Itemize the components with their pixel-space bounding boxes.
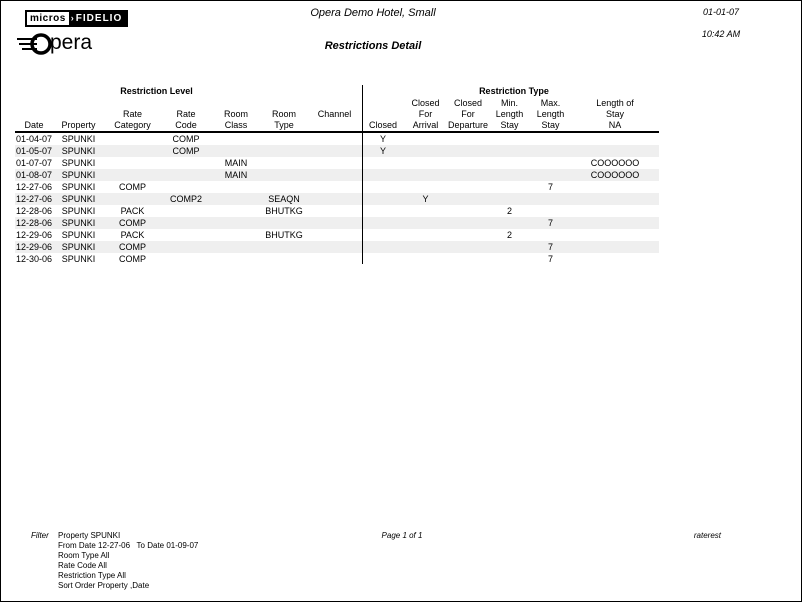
group-header-row xyxy=(15,85,659,98)
cell-rate-category xyxy=(104,157,161,169)
cell-property: SPUNKI xyxy=(61,170,96,180)
cell-closed-for-arrival xyxy=(404,229,447,241)
cell-date: 01-04-07 xyxy=(15,134,53,144)
cell-property: SPUNKI xyxy=(61,218,96,228)
cell-channel xyxy=(307,217,362,229)
cell-closed xyxy=(362,241,404,253)
opera-logo-text: pera xyxy=(50,31,93,54)
cell-date: 12-29-06 xyxy=(15,242,53,252)
cell-rate-category: COMP xyxy=(119,254,146,264)
cell-length-of-stay-na xyxy=(571,193,659,205)
cell-min-length-stay xyxy=(489,241,530,253)
restrictions-table xyxy=(15,85,659,265)
column-header-rate-code: Rate Code xyxy=(175,109,197,130)
column-header-room-type: Room Type xyxy=(271,109,296,130)
table-row xyxy=(15,133,659,145)
cell-closed-for-departure xyxy=(447,157,489,169)
cell-rate-category xyxy=(104,133,161,145)
cell-closed-for-arrival xyxy=(404,241,447,253)
column-header-closed-for-arrival: Closed For Arrival xyxy=(411,98,440,130)
cell-rate-code xyxy=(161,181,211,193)
filter-criteria xyxy=(58,531,198,591)
cell-rate-category xyxy=(104,193,161,205)
cell-property: SPUNKI xyxy=(61,182,96,192)
cell-property: SPUNKI xyxy=(61,134,96,144)
cell-rate-code xyxy=(161,241,211,253)
cell-min-length-stay xyxy=(489,169,530,181)
cell-rate-category: COMP xyxy=(119,242,146,252)
cell-closed-for-departure xyxy=(447,217,489,229)
cell-closed-for-departure xyxy=(447,181,489,193)
cell-date: 01-08-07 xyxy=(15,170,53,180)
cell-min-length-stay xyxy=(489,157,530,169)
cell-max-length-stay xyxy=(530,145,571,157)
cell-max-length-stay: 7 xyxy=(547,254,553,264)
column-header-length-of-stay-na: Length of Stay NA xyxy=(596,98,634,130)
cell-rate-code: COMP2 xyxy=(169,194,202,204)
cell-min-length-stay xyxy=(489,181,530,193)
cell-max-length-stay xyxy=(530,205,571,217)
cell-room-type xyxy=(261,169,307,181)
filter-label: Filter xyxy=(31,531,49,540)
cell-date: 12-27-06 xyxy=(15,194,53,204)
cell-property: SPUNKI xyxy=(61,158,96,168)
column-header-closed: Closed xyxy=(368,120,397,130)
cell-min-length-stay xyxy=(489,145,530,157)
cell-closed-for-arrival xyxy=(404,145,447,157)
cell-max-length-stay xyxy=(530,157,571,169)
cell-channel xyxy=(307,133,362,145)
page-info: Page 1 of 1 xyxy=(381,531,423,540)
column-header-closed-for-departure: Closed For Departure xyxy=(447,98,489,130)
table-row xyxy=(15,169,659,181)
table-row xyxy=(15,229,659,241)
cell-room-type xyxy=(261,145,307,157)
group-restriction-type: Restriction Type xyxy=(479,86,549,96)
cell-closed-for-departure xyxy=(447,241,489,253)
cell-min-length-stay xyxy=(489,193,530,205)
micros-fidelio-logo xyxy=(25,10,128,27)
cell-channel xyxy=(307,169,362,181)
hotel-title: Opera Demo Hotel, Small xyxy=(310,7,436,19)
cell-length-of-stay-na xyxy=(571,241,659,253)
arrow-icon: › xyxy=(70,13,75,23)
cell-closed-for-arrival xyxy=(404,181,447,193)
group-restriction-level: Restriction Level xyxy=(120,86,193,96)
table-row xyxy=(15,241,659,253)
cell-channel xyxy=(307,229,362,241)
cell-rate-code: COMP xyxy=(172,146,200,156)
cell-closed-for-arrival xyxy=(404,157,447,169)
cell-closed xyxy=(362,181,404,193)
cell-max-length-stay: 7 xyxy=(547,242,553,252)
cell-rate-category: COMP xyxy=(119,218,146,228)
cell-closed xyxy=(362,205,404,217)
cell-room-class xyxy=(211,205,261,217)
fidelio-logo-text: FIDELIO xyxy=(75,13,123,24)
cell-rate-category: COMP xyxy=(119,182,146,192)
cell-room-class xyxy=(211,217,261,229)
cell-closed xyxy=(362,157,404,169)
column-header-channel: Channel xyxy=(317,109,352,119)
cell-room-class xyxy=(211,133,261,145)
cell-max-length-stay xyxy=(530,133,571,145)
cell-closed-for-arrival: Y xyxy=(422,194,429,204)
cell-room-class xyxy=(211,181,261,193)
cell-channel xyxy=(307,205,362,217)
cell-closed-for-arrival xyxy=(404,169,447,181)
table-header-row xyxy=(15,98,659,133)
cell-room-class xyxy=(211,145,261,157)
cell-length-of-stay-na xyxy=(571,181,659,193)
cell-rate-code xyxy=(161,157,211,169)
table-row xyxy=(15,193,659,205)
cell-property: SPUNKI xyxy=(61,146,96,156)
cell-rate-category xyxy=(104,145,161,157)
table-row xyxy=(15,253,659,265)
column-header-date: Date xyxy=(24,120,44,130)
filter-line: From Date 12-27-06 To Date 01-09-07 xyxy=(58,541,199,550)
cell-closed: Y xyxy=(379,146,386,156)
cell-date: 01-07-07 xyxy=(15,158,53,168)
cell-room-class xyxy=(211,241,261,253)
cell-date: 12-27-06 xyxy=(15,182,53,192)
cell-closed-for-arrival xyxy=(404,133,447,145)
cell-max-length-stay xyxy=(530,169,571,181)
column-header-room-class: Room Class xyxy=(223,109,248,130)
cell-length-of-stay-na xyxy=(571,145,659,157)
cell-room-type xyxy=(261,217,307,229)
column-header-rate-category: Rate Category xyxy=(114,109,151,130)
run-date: 01-01-07 xyxy=(702,7,740,17)
cell-rate-code xyxy=(161,169,211,181)
cell-closed: Y xyxy=(379,134,386,144)
cell-closed-for-arrival xyxy=(404,205,447,217)
cell-length-of-stay-na: COOOOOO xyxy=(590,158,640,168)
cell-property: SPUNKI xyxy=(61,254,96,264)
cell-date: 12-28-06 xyxy=(15,218,53,228)
cell-date: 01-05-07 xyxy=(15,146,53,156)
filter-line: Sort Order Property ,Date xyxy=(58,581,150,590)
cell-room-class xyxy=(211,253,261,265)
cell-rate-code: COMP xyxy=(172,134,200,144)
cell-property: SPUNKI xyxy=(61,194,96,204)
cell-min-length-stay: 2 xyxy=(506,230,512,240)
cell-rate-code xyxy=(161,217,211,229)
cell-room-type xyxy=(261,157,307,169)
cell-rate-code xyxy=(161,229,211,241)
cell-room-type: BHUTKG xyxy=(265,206,303,216)
cell-room-type xyxy=(261,241,307,253)
cell-date: 12-28-06 xyxy=(15,206,53,216)
cell-closed xyxy=(362,229,404,241)
cell-length-of-stay-na xyxy=(571,253,659,265)
filter-line: Property SPUNKI xyxy=(58,531,121,540)
cell-closed-for-arrival xyxy=(404,253,447,265)
fidelio-logo-block xyxy=(69,12,126,25)
cell-length-of-stay-na xyxy=(571,217,659,229)
cell-length-of-stay-na xyxy=(571,229,659,241)
column-header-max-length-stay: Max. Length Stay xyxy=(536,98,565,130)
cell-date: 12-30-06 xyxy=(15,254,53,264)
cell-rate-code xyxy=(161,253,211,265)
cell-length-of-stay-na xyxy=(571,133,659,145)
run-time: 10:42 AM xyxy=(701,29,741,39)
cell-closed-for-departure xyxy=(447,145,489,157)
cell-date: 12-29-06 xyxy=(15,230,53,240)
filter-line: Rate Code All xyxy=(58,561,107,570)
cell-room-type: SEAQN xyxy=(268,194,300,204)
cell-room-type xyxy=(261,253,307,265)
cell-closed xyxy=(362,193,404,205)
cell-closed xyxy=(362,169,404,181)
filter-line: Restriction Type All xyxy=(58,571,126,580)
cell-channel xyxy=(307,181,362,193)
cell-length-of-stay-na xyxy=(571,205,659,217)
report-code: raterest xyxy=(693,531,721,540)
table-row xyxy=(15,157,659,169)
column-header-min-length-stay: Min. Length Stay xyxy=(495,98,524,130)
cell-min-length-stay xyxy=(489,253,530,265)
cell-property: SPUNKI xyxy=(61,230,96,240)
cell-room-type: BHUTKG xyxy=(265,230,303,240)
cell-closed-for-departure xyxy=(447,169,489,181)
cell-channel xyxy=(307,157,362,169)
cell-max-length-stay xyxy=(530,193,571,205)
report-title: Restrictions Detail xyxy=(324,40,422,52)
cell-rate-category: PACK xyxy=(120,206,145,216)
cell-max-length-stay xyxy=(530,229,571,241)
cell-channel xyxy=(307,241,362,253)
cell-min-length-stay xyxy=(489,217,530,229)
table-body xyxy=(15,133,659,265)
cell-property: SPUNKI xyxy=(61,242,96,252)
cell-closed-for-departure xyxy=(447,133,489,145)
cell-min-length-stay xyxy=(489,133,530,145)
cell-rate-code xyxy=(161,205,211,217)
cell-room-type xyxy=(261,133,307,145)
cell-min-length-stay: 2 xyxy=(506,206,512,216)
opera-o-icon xyxy=(17,29,53,57)
table-row xyxy=(15,205,659,217)
table-row xyxy=(15,145,659,157)
table-row xyxy=(15,217,659,229)
opera-logo xyxy=(17,29,92,57)
table-row xyxy=(15,181,659,193)
cell-closed-for-arrival xyxy=(404,217,447,229)
micros-logo-text: micros xyxy=(27,12,69,25)
cell-rate-category: PACK xyxy=(120,230,145,240)
filter-line: Room Type All xyxy=(58,551,110,560)
section-divider-line xyxy=(362,85,363,264)
cell-room-type xyxy=(261,181,307,193)
cell-channel xyxy=(307,145,362,157)
cell-channel xyxy=(307,253,362,265)
cell-max-length-stay: 7 xyxy=(547,182,553,192)
cell-closed-for-departure xyxy=(447,205,489,217)
cell-room-class xyxy=(211,193,261,205)
cell-room-class xyxy=(211,229,261,241)
cell-closed-for-departure xyxy=(447,229,489,241)
cell-channel xyxy=(307,193,362,205)
column-header-property: Property xyxy=(61,120,96,130)
cell-property: SPUNKI xyxy=(61,206,96,216)
cell-max-length-stay: 7 xyxy=(547,218,553,228)
cell-closed xyxy=(362,217,404,229)
cell-rate-category xyxy=(104,169,161,181)
cell-length-of-stay-na: COOOOOO xyxy=(590,170,640,180)
cell-closed-for-departure xyxy=(447,253,489,265)
cell-closed xyxy=(362,253,404,265)
cell-room-class: MAIN xyxy=(224,158,248,168)
cell-closed-for-departure xyxy=(447,193,489,205)
cell-room-class: MAIN xyxy=(224,170,248,180)
